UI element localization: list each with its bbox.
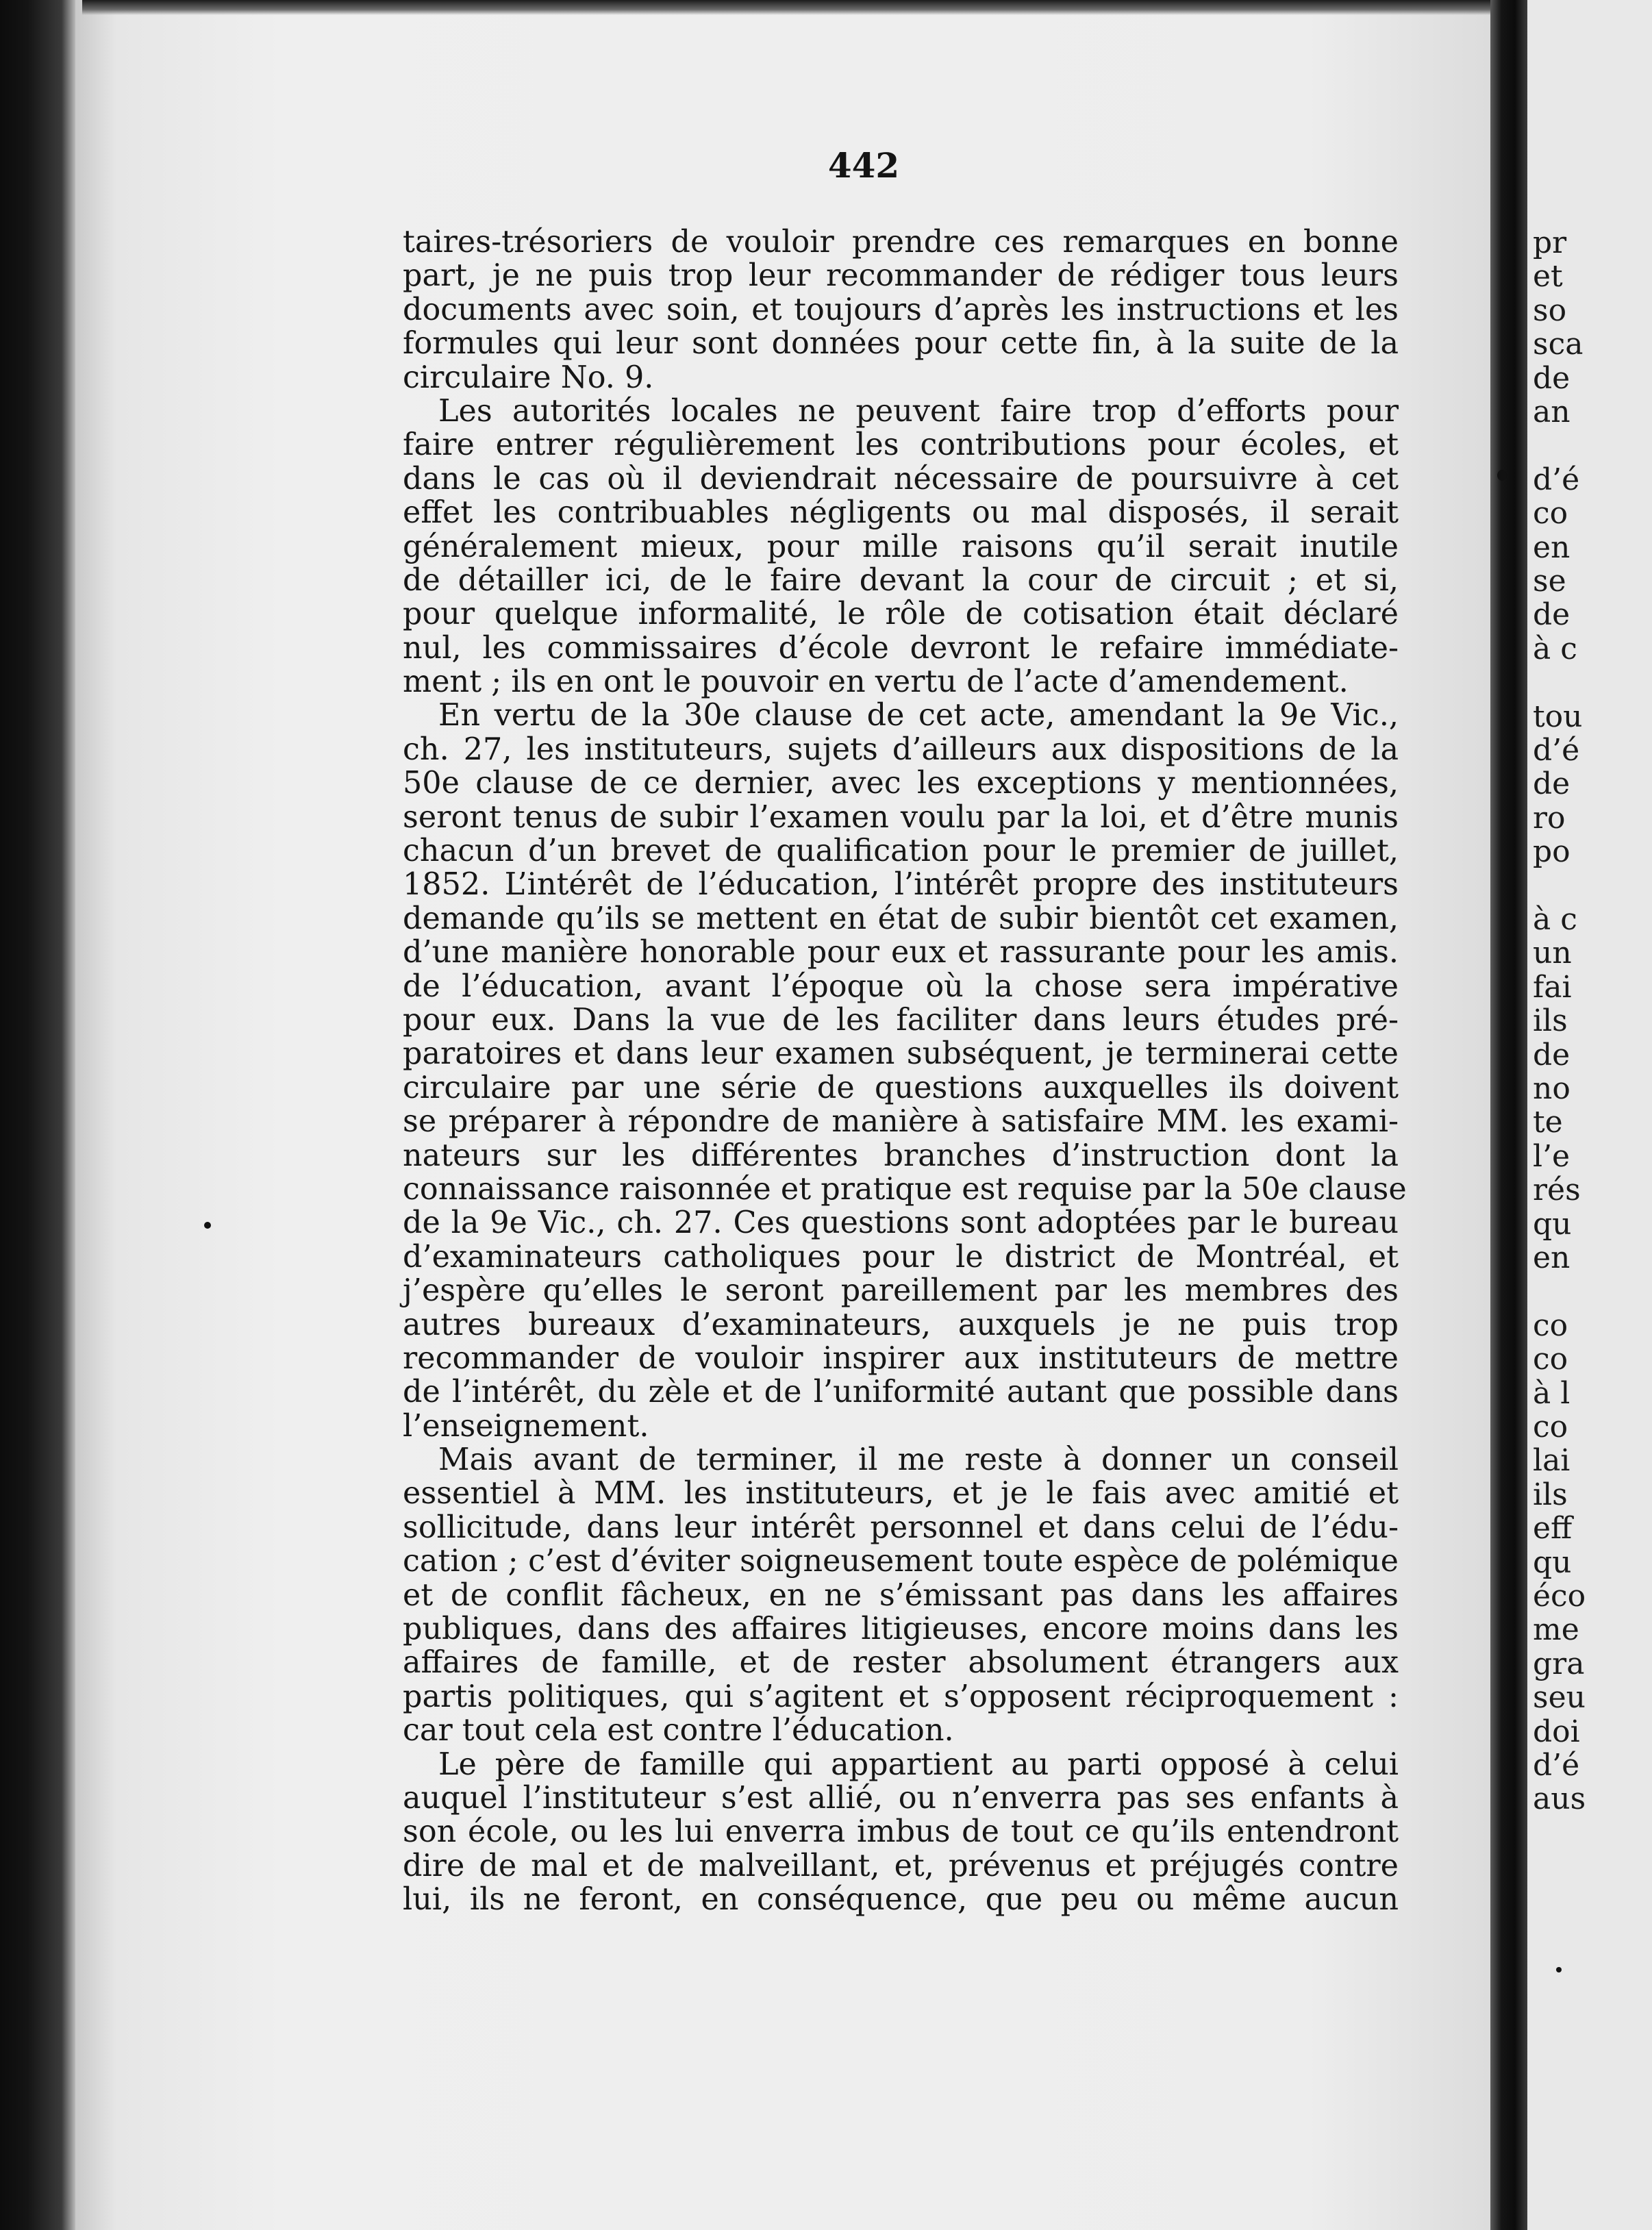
text-line: généralement mieux, pour mille raisons qu’il serait inutile — [403, 529, 1399, 564]
adjacent-page-fragment: aus — [1533, 1781, 1586, 1817]
text-line: affaires de famille, et de rester absolument étrangers aux — [403, 1645, 1399, 1681]
text-line: pour quelque informalité, le rôle de cotisation était déclaré — [403, 597, 1399, 632]
adjacent-page-fragment: en — [1533, 1240, 1570, 1275]
text-line: ch. 27, les instituteurs, sujets d’ailleurs aux dispositions de la — [403, 731, 1399, 767]
text-line: cation ; c’est d’éviter soigneusement toute espèce de polémique — [403, 1544, 1399, 1579]
text-line: essentiel à MM. les instituteurs, et je le fais avec amitié et — [403, 1476, 1399, 1512]
adjacent-page-fragment: so — [1533, 292, 1567, 328]
adjacent-page-fragment: an — [1533, 394, 1570, 429]
text-line: de l’intérêt, du zèle et de l’uniformité autant que possible dans — [403, 1375, 1399, 1410]
adjacent-page-fragment: lai — [1533, 1443, 1570, 1479]
text-line: paratoires et dans leur examen subséquent, je terminerai cette — [403, 1036, 1399, 1072]
text-line: effet les contribuables négligents ou mal disposés, il serait — [403, 495, 1399, 531]
text-line: faire entrer régulièrement les contributions pour écoles, et — [403, 427, 1399, 463]
text-line: publiques, dans des affaires litigieuses, encore moins dans les — [403, 1612, 1399, 1647]
adjacent-page-fragment: po — [1533, 834, 1570, 870]
text-line: partis politiques, qui s’agitent et s’opposent réciproquement : — [403, 1679, 1399, 1714]
text-line: documents avec soin, et toujours d’après les instructions et les — [403, 292, 1399, 327]
text-line: formules qui leur sont données pour cette fin, à la suite de la — [403, 326, 1399, 362]
text-line: dans le cas où il deviendrait nécessaire de poursuivre à cet — [403, 461, 1399, 497]
text-line: de l’éducation, avant l’époque où la chose sera impérative — [403, 968, 1399, 1004]
adjacent-page-fragment: qu — [1533, 1544, 1572, 1580]
adjacent-page-fragment: no — [1533, 1071, 1570, 1106]
adjacent-page-fragment: un — [1533, 936, 1572, 971]
text-line: lui, ils ne feront, en conséquence, que peu ou même aucun — [403, 1882, 1399, 1918]
text-line: seront tenus de subir l’examen voulu par la loi, et d’être munis — [403, 799, 1399, 835]
adjacent-page-fragment: ils — [1533, 1477, 1568, 1512]
adjacent-page-fragment: seu — [1533, 1680, 1586, 1716]
adjacent-page-fragment: à c — [1533, 631, 1577, 666]
text-line: pour eux. Dans la vue de les faciliter dans leurs études pré- — [403, 1002, 1399, 1038]
text-line: Les autorités locales ne peuvent faire trop d’efforts pour — [438, 393, 1399, 429]
adjacent-page-fragment: co — [1533, 496, 1568, 531]
text-line: Mais avant de terminer, il me reste à donner un conseil — [438, 1442, 1399, 1478]
adjacent-page-fragment: tou — [1533, 699, 1583, 734]
text-line: d’examinateurs catholiques pour le district de Montréal, et — [403, 1239, 1399, 1275]
ink-speck — [1556, 1967, 1562, 1972]
text-line: part, je ne puis trop leur recommander de rédiger tous leurs — [403, 258, 1399, 294]
text-line: de détailler ici, de le faire devant la cour de circuit ; et si, — [403, 562, 1399, 598]
adjacent-page-fragment: à c — [1533, 902, 1577, 937]
ink-speck — [1497, 470, 1507, 481]
text-line: Le père de famille qui appartient au parti opposé à celui — [438, 1746, 1399, 1782]
text-line: taires-trésoriers de vouloir prendre ces remarques en bonne — [403, 225, 1399, 260]
text-line: de la 9e Vic., ch. 27. Ces questions sont adoptées par le bureau — [403, 1205, 1399, 1241]
adjacent-page-fragment: ils — [1533, 1003, 1568, 1039]
text-line: autres bureaux d’examinateurs, auxquels je ne puis trop — [403, 1307, 1399, 1342]
text-line: auquel l’instituteur s’est allié, ou n’enverra pas ses enfants à — [403, 1780, 1399, 1816]
text-line: j’espère qu’elles le seront pareillement par les membres des — [403, 1273, 1399, 1309]
adjacent-page-fragment: d’é — [1533, 733, 1580, 768]
text-line: nateurs sur les différentes branches d’instruction dont la — [403, 1138, 1399, 1173]
adjacent-page-fragment: gra — [1533, 1646, 1585, 1681]
adjacent-page-fragment: éco — [1533, 1579, 1586, 1614]
adjacent-page-edge — [1527, 0, 1652, 2230]
text-line: ment ; ils en ont le pouvoir en vertu de l’acte d’amendement. — [403, 664, 1349, 700]
adjacent-page-fragment: et — [1533, 259, 1563, 295]
adjacent-page-fragment: pr — [1533, 225, 1567, 260]
adjacent-page-fragment: de — [1533, 766, 1570, 802]
adjacent-page-fragment: en — [1533, 529, 1570, 565]
adjacent-page-fragment: eff — [1533, 1511, 1573, 1546]
text-line: circulaire par une série de questions auxquelles ils doivent — [403, 1070, 1399, 1105]
adjacent-page-fragment: sca — [1533, 327, 1584, 362]
text-line: sollicitude, dans leur intérêt personnel et dans celui de l’édu- — [403, 1509, 1399, 1545]
text-line: demande qu’ils se mettent en état de subir bientôt cet examen, — [403, 901, 1399, 936]
text-line: 50e clause de ce dernier, avec les exceptions y mentionnées, — [403, 766, 1399, 801]
text-line: En vertu de la 30e clause de cet acte, amendant la 9e Vic., — [438, 698, 1399, 734]
text-line: son école, ou les lui enverra imbus de tout ce qu’ils entendront — [403, 1814, 1399, 1850]
adjacent-page-fragment: co — [1533, 1307, 1568, 1343]
ink-speck — [204, 1222, 211, 1229]
adjacent-page-fragment: ro — [1533, 800, 1566, 836]
adjacent-page-fragment: qu — [1533, 1206, 1572, 1242]
scan-top-shadow — [82, 0, 1520, 15]
text-line: car tout cela est contre l’éducation. — [403, 1713, 954, 1749]
adjacent-page-fragment: co — [1533, 1410, 1568, 1444]
book-gutter — [1490, 0, 1527, 2230]
text-line: 1852. L’intérêt de l’éducation, l’intérêt propre des instituteurs — [403, 867, 1399, 903]
scan-left-edge — [0, 0, 75, 2230]
adjacent-page-fragment: d’é — [1533, 1748, 1580, 1783]
adjacent-page-fragment: l’e — [1533, 1138, 1570, 1174]
body-text — [403, 225, 1407, 1918]
adjacent-page-fragment: de — [1533, 597, 1570, 633]
text-line: l’enseignement. — [403, 1408, 649, 1444]
adjacent-page-fragment: se — [1533, 564, 1566, 599]
text-line: connaissance raisonnée et pratique est requise par la 50e clause — [403, 1171, 1407, 1207]
adjacent-page-fragment: te — [1533, 1105, 1563, 1140]
adjacent-page-fragment: me — [1533, 1612, 1579, 1648]
adjacent-page-fragment: doi — [1533, 1714, 1580, 1749]
adjacent-page-fragment: co — [1533, 1342, 1568, 1377]
text-line: se préparer à répondre de manière à satisfaire MM. les exami- — [403, 1104, 1399, 1140]
adjacent-page-fragment: de — [1533, 1037, 1570, 1073]
text-line: d’une manière honorable pour eux et rassurante pour les amis. — [403, 935, 1399, 970]
adjacent-page-fragment: à l — [1533, 1375, 1570, 1411]
text-line: recommander de vouloir inspirer aux instituteurs de mettre — [403, 1340, 1399, 1376]
adjacent-page-fragment: d’é — [1533, 462, 1580, 497]
adjacent-page-fragment: fai — [1533, 969, 1572, 1005]
text-line: et de conflit fâcheux, en ne s’émissant pas dans les affaires — [403, 1577, 1399, 1613]
page-number: 442 — [827, 145, 900, 186]
adjacent-page-fragment: rés — [1533, 1173, 1581, 1208]
text-line: chacun d’un brevet de qualification pour le premier de juillet, — [403, 834, 1399, 869]
text-line: dire de mal et de malveillant, et, prévenus et préjugés contre — [403, 1848, 1399, 1883]
adjacent-page-fragment: de — [1533, 360, 1570, 396]
text-line: nul, les commissaires d’école devront le refaire immédiate- — [403, 630, 1399, 666]
text-line: circulaire No. 9. — [403, 360, 654, 395]
